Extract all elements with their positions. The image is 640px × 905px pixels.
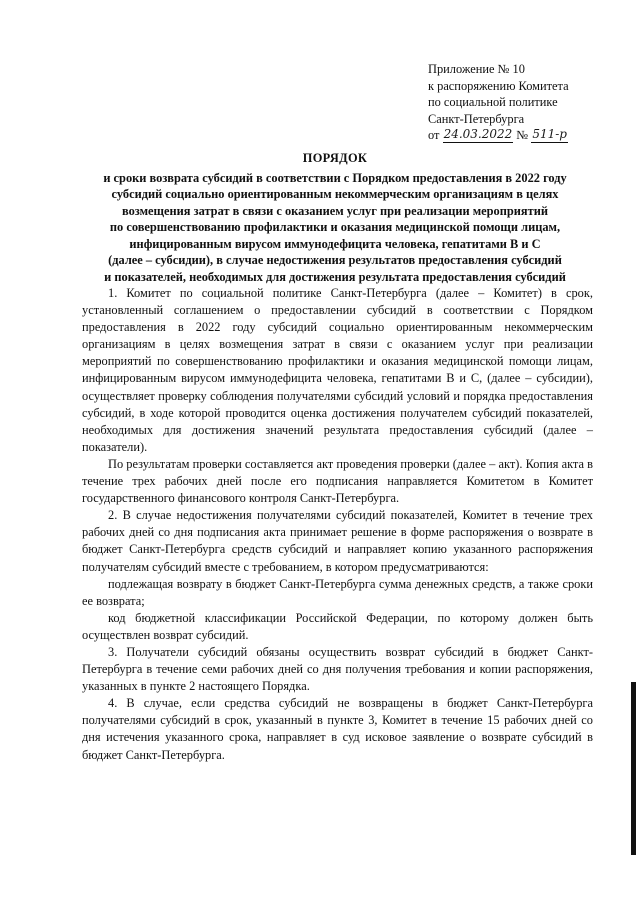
paragraph-1: 1. Комитет по социальной политике Санкт-Петербурга (далее – Комитет) в срок, установленный соглашением о предоставлении субсидий в соответствии с Порядком предоставления в 2022 году субсидий социально ориентированным некоммерческим организациям в целях возмещения затрат в связи с оказанием услуг при реализации мероприятий по совершенствованию профилактики и оказания медицинской помощи лицам, инфицированным вирусом иммунодефицита человека, гепатитами В и С, (далее – субсидии), осуществляет проверку соблюдения получателями субсидий условий и порядка предоставления субсидий, в ходе которой проводится оценка достижения получателем субсидий показателей, необходимых для достижения значений результата предоставления субсидий (далее – показатели). <box>82 286 593 454</box>
title-heading: ПОРЯДОК <box>302 151 368 165</box>
date-field <box>443 129 514 143</box>
scan-edge-mark <box>631 682 636 855</box>
document-title <box>70 150 600 285</box>
paragraph-3: 3. Получатели субсидий обязаны осуществить возврат субсидий в бюджет Санкт-Петербурга в течение семи рабочих дней со дня получения требования и копии распоряжения, указанных в пункте 2 настоящего Порядка. <box>82 644 593 694</box>
handwritten-date: 24.03.2022 <box>443 127 513 141</box>
number-field <box>531 129 568 143</box>
appendix-line-1: Приложение № 10 <box>428 62 525 76</box>
paragraph-return-amount: подлежащая возврату в бюджет Санкт-Петербурга сумма денежных средств, а также сроки ее возврата; <box>82 576 593 608</box>
title-line: и показателей, необходимых для достижения результата предоставления субсидий <box>104 269 566 284</box>
appendix-line-2: к распоряжению Комитета <box>428 78 569 93</box>
title-line: и сроки возврата субсидий в соответствии с Порядком предоставления в 2022 году <box>103 170 567 185</box>
title-line: возмещения затрат в связи с оказанием услуг при реализации мероприятий <box>122 203 548 218</box>
paragraph-inspection-act: По результатам проверки составляется акт проведения проверки (далее – акт). Копия акта в течение трех рабочих дней после его подписания направляется Комитетом в Комитет государственного финансового контроля Санкт-Петербурга. <box>82 456 593 506</box>
appendix-line-4: Санкт-Петербурга <box>428 111 525 126</box>
appendix-header <box>428 61 628 144</box>
date-prefix: от <box>428 128 440 142</box>
title-line: (далее – субсидии), в случае недостижения результатов предоставления субсидий <box>108 253 562 267</box>
handwritten-number: 511-р <box>532 127 567 141</box>
title-line: субсидий социально ориентированным некоммерческим организациям в целях <box>111 187 559 201</box>
paragraph-budget-code: код бюджетной классификации Российской Федерации, по которому должен быть осуществлен возврат субсидий. <box>82 610 593 642</box>
number-prefix: № <box>516 128 529 142</box>
appendix-line-3: по социальной политике <box>428 95 558 109</box>
title-line: по совершенствованию профилактики и оказания медицинской помощи лицам, <box>109 220 561 234</box>
paragraph-4: 4. В случае, если средства субсидий не возвращены в бюджет Санкт-Петербурга получателями субсидий в срок, указанный в пункте 3, Комитет в течение 15 рабочих дней со дня истечения указанного срока, направляет в суд исковое заявление о возврате субсидий в бюджет Санкт-Петербурга. <box>82 696 593 762</box>
document-body <box>82 285 593 764</box>
paragraph-2: 2. В случае недостижения получателями субсидий показателей, Комитет в течение трех рабочих дней со дня подписания акта принимает решение в форме распоряжения о возврате в бюджет Санкт-Петербурга средств субсидий и направляет копию указанного распоряжения получателям субсидий вместе с требованием, в котором предусматриваются: <box>82 508 593 574</box>
appendix-date-line <box>428 127 628 144</box>
title-line: инфицированным вирусом иммунодефицита человека, гепатитами В и С <box>129 236 541 251</box>
